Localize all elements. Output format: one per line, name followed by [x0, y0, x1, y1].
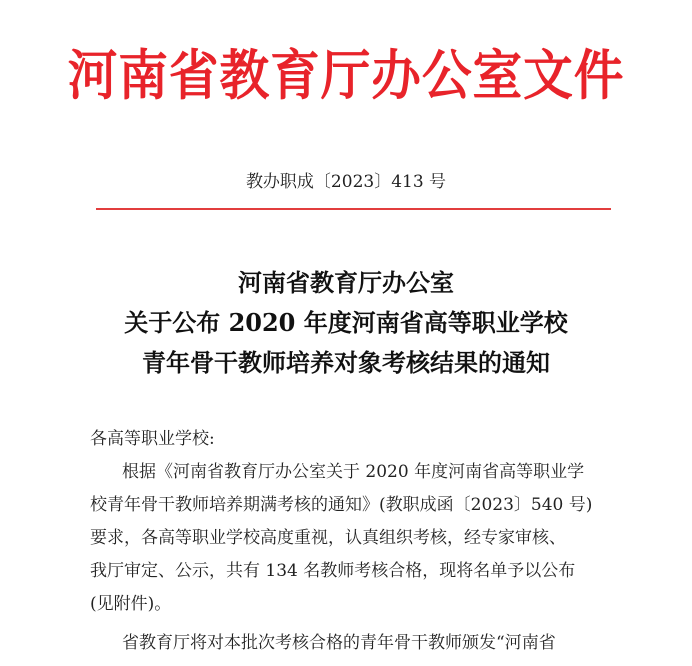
- document-title-line-2: 关于公布 2020 年度河南省高等职业学校: [124, 308, 568, 337]
- red-divider-line: [96, 208, 611, 210]
- salutation: 各高等职业学校:: [90, 429, 215, 449]
- paragraph-1-line-1: 根据《河南省教育厅办公室关于 2020 年度河南省高等职业学: [122, 462, 585, 482]
- document-title-line-3: 青年骨干教师培养对象考核结果的通知: [142, 348, 550, 377]
- paragraph-1-line-4: 我厅审定、公示，共有 134 名教师考核合格，现将名单予以公布: [90, 561, 576, 581]
- paragraph-1-line-3: 要求，各高等职业学校高度重视，认真组织考核，经专家审核、: [90, 528, 566, 548]
- paragraph-1-line-5: (见附件)。: [90, 594, 172, 614]
- document-masthead: 河南省教育厅办公室文件: [67, 43, 625, 107]
- paragraph-2-line-1: 省教育厅将对本批次考核合格的青年骨干教师颁发“河南省: [122, 633, 556, 653]
- paragraph-1-line-2: 校青年骨干教师培养期满考核的通知》(教职成函〔2023〕540 号): [90, 495, 593, 515]
- document-title-line-1: 河南省教育厅办公室: [238, 268, 454, 297]
- document-number: 教办职成〔2023〕413 号: [245, 172, 447, 192]
